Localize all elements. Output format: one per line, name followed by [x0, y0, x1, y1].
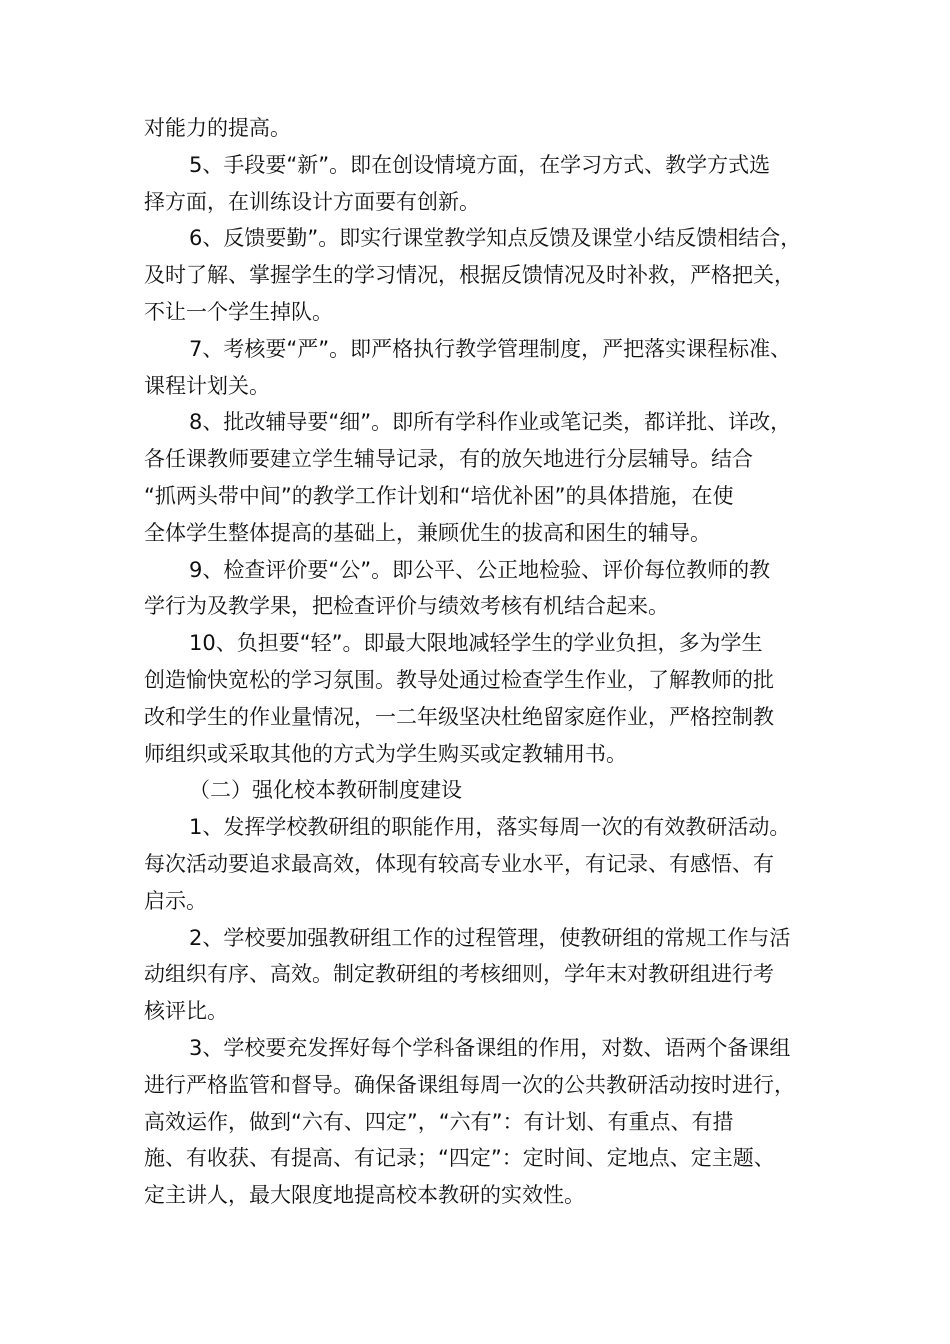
- text-line: 启示。: [144, 888, 207, 913]
- text-line: 全体学生整体提高的基础上，兼顾优生的拔高和困生的辅导。: [144, 520, 711, 545]
- text-line: 施、有收获、有提高、有记录；“四定”：定时间、定地点、定主题、: [144, 1146, 775, 1171]
- text-line: 1、发挥学校教研组的职能作用，落实每周一次的有效教研活动。: [189, 815, 791, 840]
- text-line: 高效运作，做到“六有、四定”，“六有”：有计划、有重点、有措: [144, 1109, 734, 1134]
- text-line: 9、检查评价要“公”。即公平、公正地检验、评价每位教师的教: [189, 557, 771, 582]
- text-line: 择方面，在训练设计方面要有创新。: [144, 189, 480, 214]
- text-line: 不让一个学生掉队。: [144, 299, 333, 324]
- text-line: 各任课教师要建立学生辅导记录，有的放矢地进行分层辅导。结合: [144, 447, 753, 472]
- text-line: “抓两头带中间”的教学工作计划和“培优补困”的具体措施，在使: [144, 483, 734, 508]
- text-line: 10、负担要“轻”。即最大限地减轻学生的学业负担，多为学生: [189, 631, 763, 656]
- text-line: 8、批改辅导要“细”。即所有学科作业或笔记类，都详批、详改，: [189, 410, 792, 435]
- text-line: 课程计划关。: [144, 373, 270, 398]
- text-line: 进行严格监管和督导。确保备课组每周一次的公共教研活动按时进行，: [144, 1072, 795, 1097]
- text-line: 学行为及教学果，把检查评价与绩效考核有机结合起来。: [144, 594, 669, 619]
- text-line: 7、考核要“严”。即严格执行教学管理制度，严把落实课程标准、: [189, 336, 792, 361]
- document-body: [144, 110, 834, 1214]
- text-line: 对能力的提高。: [144, 116, 291, 140]
- text-line: 2、学校要加强教研组工作的过程管理，使教研组的常规工作与活: [189, 925, 791, 950]
- text-line: 每次活动要追求最高效，体现有较高专业水平，有记录、有感悟、有: [144, 851, 774, 876]
- text-line: 改和学生的作业量情况，一二年级坚决杜绝留家庭作业，严格控制教: [144, 704, 774, 729]
- text-line: 定主讲人，最大限度地提高校本教研的实效性。: [144, 1183, 585, 1208]
- text-line: 师组织或采取其他的方式为学生购买或定教辅用书。: [144, 741, 627, 766]
- text-line: 核评比。: [144, 999, 228, 1024]
- text-line: （二）强化校本教研制度建设: [189, 778, 462, 803]
- text-line: 创造愉快宽松的学习氛围。教导处通过检查学生作业，了解教师的批: [144, 667, 774, 692]
- text-line: 6、反馈要勤”。即实行课堂教学知点反馈及课堂小结反馈相结合，: [189, 226, 802, 251]
- text-line: 5、手段要“新”。即在创设情境方面，在学习方式、教学方式选: [189, 152, 771, 177]
- text-line: 3、学校要充发挥好每个学科备课组的作用，对数、语两个备课组: [189, 1035, 791, 1060]
- text-line: 及时了解、掌握学生的学习情况，根据反馈情况及时补救，严格把关，: [144, 263, 795, 288]
- text-line: 动组织有序、高效。制定教研组的考核细则，学年末对教研组进行考: [144, 962, 774, 987]
